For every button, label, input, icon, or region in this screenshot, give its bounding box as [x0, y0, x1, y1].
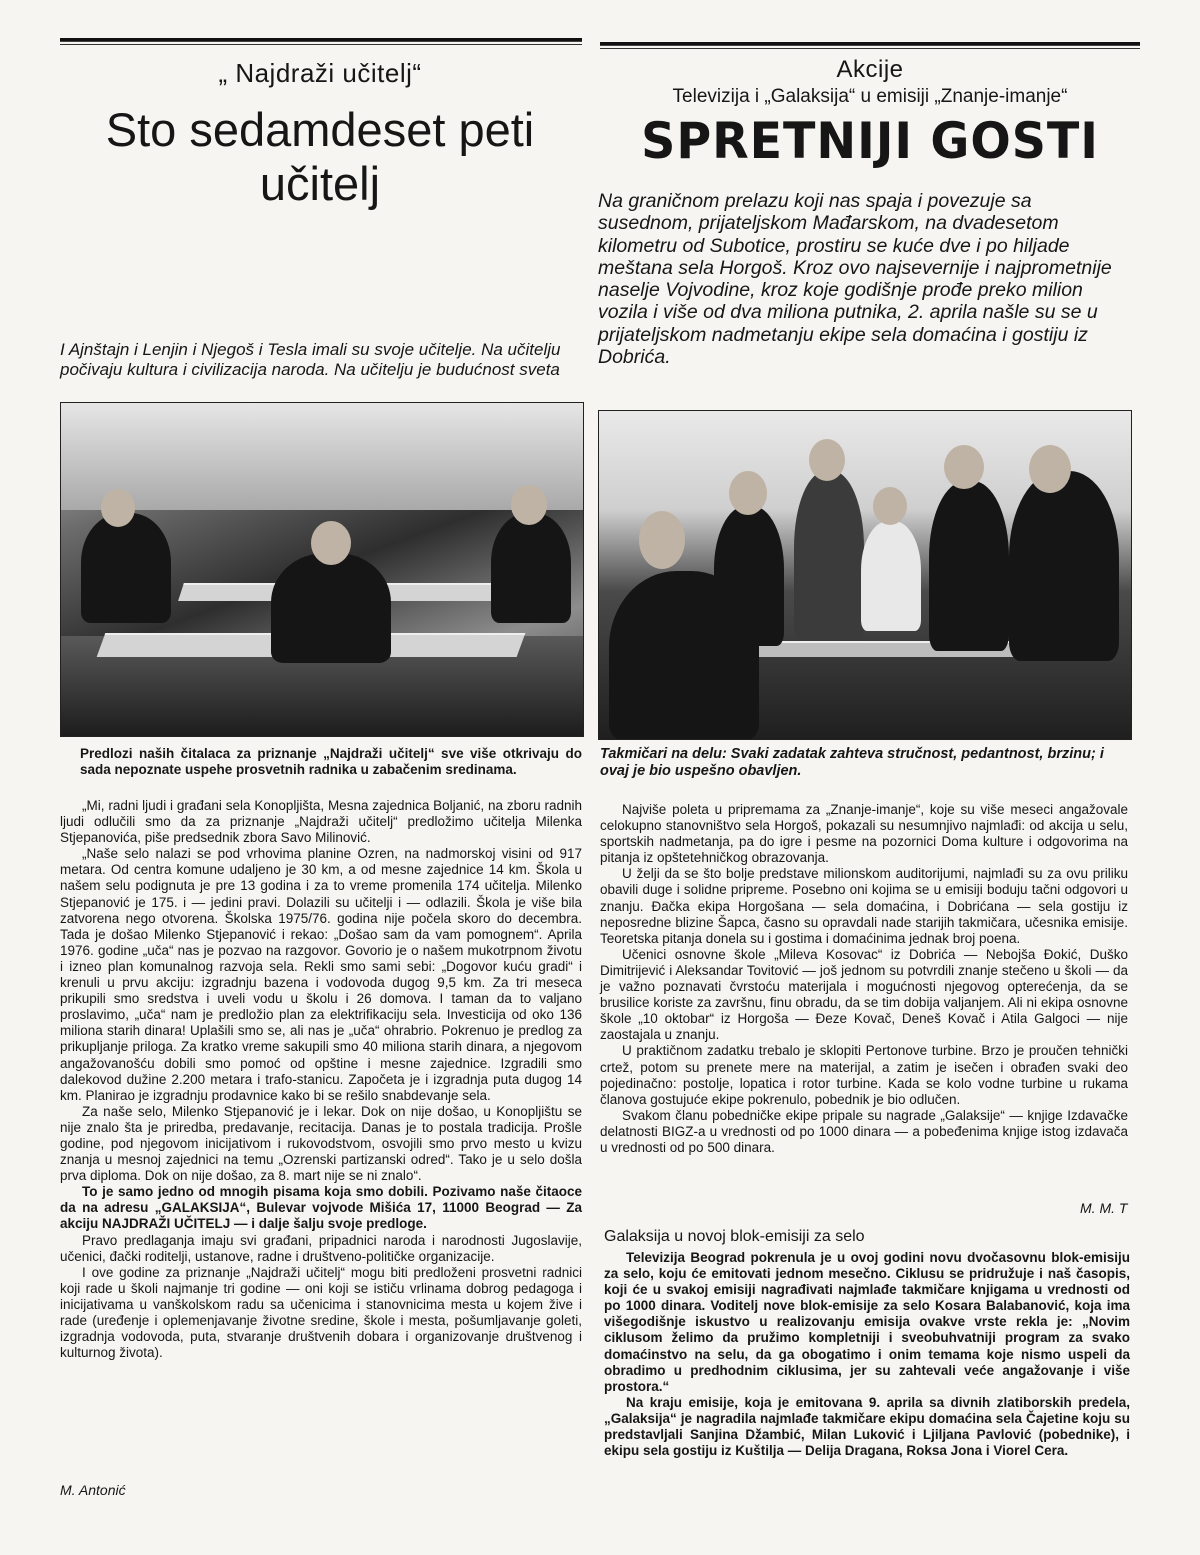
left-paragraph: „Naše selo nalazi se pod vrhovima planine Ozren, na nadmorskoj visini od 917 metara. Od centra komune udaljeno je 30 km, a od mesne zajednice 14 km. Škola u našem selu podignuta je pre 13 godina i za to vreme promenila 174 učitelja. Milenko Stjepanović je 175. i — jedini pravi. Dolazili su učitelji i — odlazili. Škola je više bila zatvorena nego otvorena. Školska 1975/76. godina nije počela skoro do decembra. Tada je došao Milenko Stjepanović i rekao: „Došao sam da vam pomognem“. Aprila 1976. godine „uča“ nas je pozvao na razgovor. Govorio je o našem mukotrpnom životu i izneo plan komunalnog razvoja sela. Rekli smo sami sebi: „Dogovor kuću gradi“ i krenuli u prvu akciju: izgradnju bazena i vodovoda dugog 9,5 km. Za tri meseca prikupili smo sredstva i uveli vodu u školu i 26 domova. I taman da to valjano proslavimo, „uča“ nam je predložio plan za elektrifikaciju sela. Investicija od oko 136 miliona starih dinara! Uplašili smo se, ali nas je „uča“ ohrabrio. Pokrenuo je predlog za prikupljanje priloga. Za kratko vreme sakupili smo 40 miliona starih dinara, a njegovom angažovanošću dobili smo pomoć od opštine i mesne zajednice. Izgradili smo dalekovod dužine 2.200 metara i trafo-stanicu. Započeta je i izgradnja puta dugog 14 km. Planirao je izgradnju prodavnice kako bi se rešilo snabdevanje sela. [60, 846, 582, 1103]
left-paragraph: „Mi, radni ljudi i građani sela Konopljišta, Mesna zajednica Boljanić, na zboru radnih ljudi odlučili smo da za priznanje „Najdraži učitelj“ predložimo učitelja Milenka Stjepanovića, piše predsednik zbora Savo Milinović. [60, 798, 582, 846]
right-paragraph: Najviše poleta u pripremama za „Znanje-imanje“, koje su više meseci angažovale celokupno stanovništvo sela Horgoš, pokazali su nesumnjivo najmlađi: od akcija u selu, sportskih nadmetanja, pa do igre i pesme na pozornici Doma kulture i odgovorima na pitanja iz opštetehničkog obrazovanja. [600, 802, 1128, 866]
right-bold-paragraph: Na kraju emisije, koja je emitovana 9. aprila sa divnih zlatiborskih predela, „Galaksija“ je nagradila najmlađe takmičare ekipu domaćina sela Čajetine koju su predstavljali Sanjina Džambić, Milan Luković i Ljiljana Pavlović (pobednike), i ekipu sela gostiju iz Kuštilja — Delija Dragana, Roksa Jona i Viorel Cera. [604, 1394, 1130, 1459]
left-photo-caption: Predlozi naših čitalaca za priznanje „Najdraži učitelj“ sve više otkrivaju do sada nepoznate uspehe prosvetnih radnika u zabačenim sredinama. [80, 746, 582, 777]
left-body [60, 798, 582, 1361]
left-headline-line2: učitelj [259, 157, 381, 210]
competition-photo [598, 410, 1132, 740]
right-bold-body [604, 1250, 1130, 1459]
top-rule-left [60, 38, 582, 42]
right-paragraph: U praktičnom zadatku trebalo je sklopiti Pertonove turbine. Brzo je proučen tehnički crtež, potom su prenete mere na materijal, a zatim je isečen i obrađen svaki deo pojedinačno: postolje, lopatica i rotor turbine. Kada se kolo vodne turbine u rukama članova gostujuće ekipe pokrenulo, pobednik je bio odlučen. [600, 1043, 1128, 1107]
right-paragraph: Svakom članu pobedničke ekipe pripale su nagrade „Galaksije“ — knjige Izdavačke delatnosti BIGZ-a u vrednosti od po 1000 dinara — a pobeđenima knjige istog izdavača u vrednosti od po 500 dinara. [600, 1107, 1128, 1155]
left-headline-line1: Sto sedamdeset peti [105, 103, 535, 156]
right-kicker: Akcije [836, 56, 904, 83]
left-kicker: „ Najdraži učitelj“ [218, 58, 422, 88]
right-bold-paragraph: Televizija Beograd pokrenula je u ovoj godini novu dvočasovnu blok-emisiju za selo, koju će emitovati jednom mesečno. Ciklusu se pridružuje i naš časopis, koji će u svakoj emisiji nagrađivati najmlađe takmičare knjigama u vrednosti od po 1000 dinara. Voditelj nove blok-emisije za selo Kosara Balabanović, koja ima višegodišnje iskustvo u realizovanju emisija ovakve vrste rekla je: „Novim ciklusom želimo da pružimo kompletniji i sveobuhvatniji program za svako domaćinstvo na selu, da ga obogatimo i onim temama koje nismo uspeli da obradimo u predhodnim ciklusima, jer su zahtevali veće angažovanje i više prostora.“ [604, 1250, 1130, 1394]
right-deck: Televizija i „Galaksija“ u emisiji „Znanje-imanje“ [672, 86, 1068, 107]
left-lead: I Ajnštajn i Lenjin i Njegoš i Tesla imali su svoje učitelje. Na učitelju počivaju kultura i civilizacija naroda. Na učitelju je budućnost sveta [60, 340, 561, 379]
left-paragraph: I ove godine za priznanje „Najdraži učitelj“ mogu biti predloženi prosvetni radnici koji rade u školi najmanje tri godine — oni koji se ističu vrlinama dobrog pedagoga i inicijativama u vanškolskom radu sa učenicima i stanovnicima mesta u kojem žive i rade (uređenje i oplemenjavanje životne sredine, škole i mesta, pošumljavanje goleti, izgradnja vodovoda, puta, stvaranje društvenih dobara i organizovanje društvenog i kulturnog života). [60, 1264, 582, 1361]
right-headline: SPRETNIJI GOSTI [641, 112, 1099, 170]
classroom-photo [60, 402, 584, 737]
right-paragraph: U želji da se što bolje predstave milionskom auditorijumi, najmlađi su za ovu priliku obavili duge i solidne pripreme. Posebno oni kojima se u emisiji boduju tačni odgovori u znanju. Đačka ekipa Horgošana — sela domaćina, i Dobrićana — sela gostiju iz neposredne blizine Šapca, časno su opravdali nade starijih takmičara, učesnika emisije. Teoretska pitanja donela su i gostima i domaćinima jednak broj poena. [600, 866, 1128, 946]
top-rule-right [600, 42, 1140, 46]
right-paragraph: Učenici osnovne škole „Mileva Kosovac“ iz Dobrića — Nebojša Đokić, Duško Dimitrijević i Aleksandar Tovitović — još jednom su potvrdili znanje stečeno u školi — da je važno poznavati čvrstoću materijala i mogućnosti njegovog opterećenja, da se brusilice koriste za završnu, finu obradu, da se tim dobija valjanjem. Ali ni ekipa osnovne škole „10 oktobar“ iz Horgoša — Đeze Kovač, Deneš Kovač i Atila Galgoci — nije zaostajala u znanju. [600, 946, 1128, 1043]
right-body [600, 802, 1128, 1156]
left-paragraph: Za naše selo, Milenko Stjepanović je i lekar. Dok on nije došao, u Konopljištu se nije znalo šta je priredba, predavanje, recitacija. Danas je to postala tradicija. Prošle godine, pod njegovom inicijativom i rukovodstvom, osvojili smo prvo mesto u kvizu znanja u mesnoj zajednici na temu „Ozrenski partizanski odred“. Tako je u selo došla prva diploma. Dok on nije došao, za 8. mart nije se ni znalo“. [60, 1103, 582, 1184]
right-lead: Na graničnom prelazu koji nas spaja i povezuje sa susednom, prijateljskom Mađarskom, na dvadesetom kilometru od Subotice, prostiru se kuće dve i po hiljade meštana sela Horgoš. Kroz ovo najsevernije i najprometnije naselje Vojvodine, kroz koje godišnje prođe preko milion vozila i više od dva miliona putnika, 2. aprila našle su se u prijateljskom nadmetanju ekipe sela domaćina i gostiju iz Dobrića. [598, 190, 1112, 369]
left-signature: M. Antonić [60, 1482, 126, 1498]
left-paragraph: Pravo predlaganja imaju svi građani, pripadnici naroda i narodnosti Jugoslavije, učenici, đački roditelji, ustanove, radne i društveno-političke organizacije. [60, 1232, 582, 1264]
right-subhead: Galaksija u novoj blok-emisiji za selo [604, 1228, 865, 1245]
left-paragraph: To je samo jedno od mnogih pisama koja smo dobili. Pozivamo naše čitaoce da na adresu „GALAKSIJA“, Bulevar vojvode Mišića 17, 11000 Beograd — Za akciju NAJDRAŽI UČITELJ — i dalje šalju svoje predloge. [60, 1184, 582, 1232]
right-signature: M. M. T [1080, 1200, 1128, 1216]
right-photo-caption: Takmičari na delu: Svaki zadatak zahteva stručnost, pedantnost, brzinu; i ovaj je bio uspešno obavljen. [600, 746, 1104, 779]
